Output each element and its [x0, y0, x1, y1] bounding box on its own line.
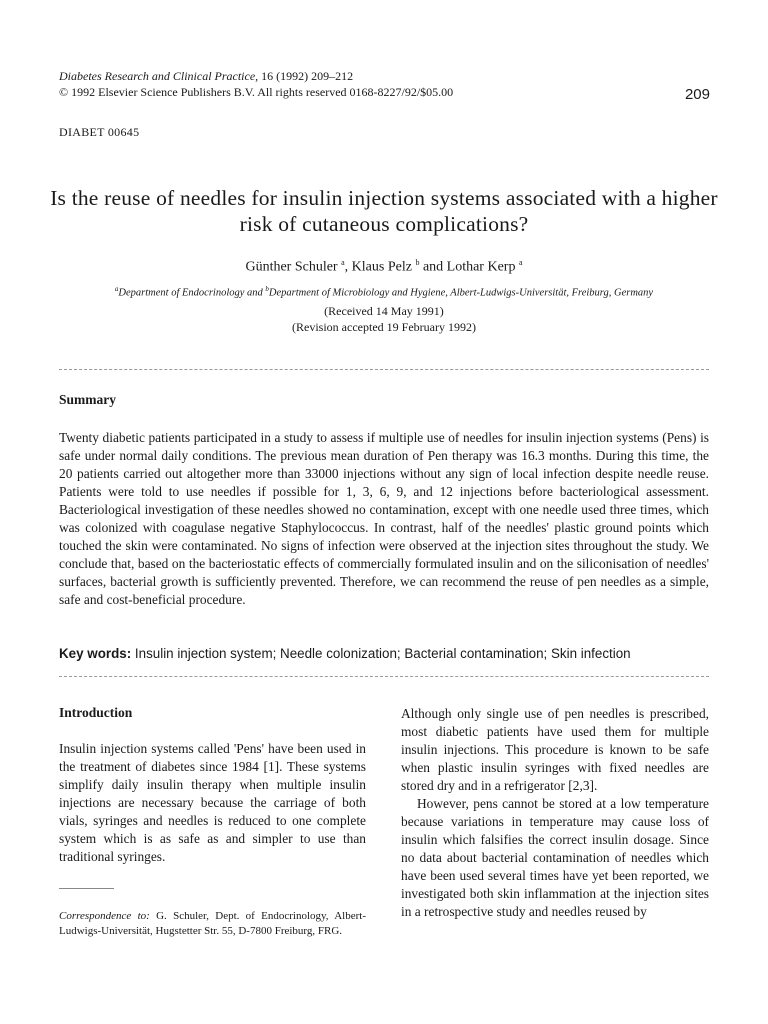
- page-number: 209: [684, 86, 710, 103]
- article-dates: [40, 303, 728, 335]
- author-name: Klaus Pelz: [351, 259, 412, 275]
- article-code: DIABET 00645: [59, 125, 140, 139]
- keywords: [59, 645, 709, 663]
- article-title: Is the reuse of needles for insulin injection systems associated with a higher risk of cutaneous complications?: [50, 186, 718, 236]
- author-affiliation-mark: a: [518, 258, 523, 267]
- footnote-rule: [59, 888, 114, 889]
- section-divider: [59, 676, 709, 677]
- introduction-heading: Introduction: [59, 705, 133, 720]
- keywords-text: Insulin injection system; Needle colonization; Bacterial contamination; Skin infection: [131, 646, 631, 661]
- journal-name: Diabetes Research and Clinical Practice,: [59, 69, 259, 83]
- affiliation-a: Department of Endocrinology: [118, 287, 245, 299]
- summary-text: Twenty diabetic patients participated in a study to assess if multiple use of needles for insulin injection systems (Pens) is safe under normal daily conditions. The previous mean duration of Pen therapy was 16.3 months. During this time, the 20 patients carried out altogether more than 33000 injections without any sign of local infection despite needle reuse. Patients were told to use needles if possible for 1, 3, 6, 9, and 12 injections before bacteriological assessment. Bacteriological investigation of these needles showed no contamination, except with one needle used three times, which was colonized with coagulase negative Staphylococcus. In contrast, half of the needles' plastic ground points which touched the skin were contaminated. No signs of infection were observed at the injection sites throughout the study. We conclude that, based on the bacteriostatic effects of commercially formulated insulin and on the siliconisation of needles' surfaces, bacterial growth is sufficiently prevented. Therefore, we can recommend the reuse of pen needles as a simple, safe and cost-beneficial procedure.: [59, 430, 709, 607]
- paragraph: However, pens cannot be stored at a low temperature because variations in temperature may cause loss of insulin which falsifies the correct insulin dosage. Since no data about bacterial contamination of needles which have been used several times have yet been reported, we investigated both skin inflammation at the injection sites in a retrospective study and needles reused by: [401, 796, 709, 919]
- affiliations: [40, 285, 728, 299]
- section-divider: [59, 369, 709, 370]
- affiliation-mark: b: [265, 285, 269, 293]
- received-date: (Received 14 May 1991): [324, 304, 444, 318]
- author-list: [40, 258, 728, 276]
- footnote-label: Correspondence to:: [59, 910, 150, 922]
- revision-date: (Revision accepted 19 February 1992): [292, 320, 476, 334]
- affiliation-b: Department of Microbiology and Hygiene, Albert-Ludwigs-Universität, Freiburg, Germany: [268, 287, 654, 299]
- author-separator: ,: [344, 259, 352, 275]
- keywords-label: Key words:: [59, 646, 132, 661]
- affiliation-joiner: and: [244, 287, 266, 299]
- affiliation-mark: a: [114, 285, 119, 293]
- paragraph: Although only single use of pen needles is prescribed, most diabetic patients have used them for multiple insulin injections. This procedure is known to be safe when plastic insulin syringes with fixed needles are stored dry and in a refrigerator [2,3].: [401, 706, 709, 793]
- correspondence-footnote: [59, 909, 366, 939]
- author-affiliation-mark: b: [415, 258, 420, 267]
- copyright-line: © 1992 Elsevier Science Publishers B.V. All rights reserved 0168-8227/92/$05.00: [59, 85, 454, 99]
- journal-reference: 16 (1992) 209–212: [261, 69, 354, 83]
- author-name: Lothar Kerp: [446, 259, 516, 275]
- right-column-text: [401, 705, 709, 921]
- author-affiliation-mark: a: [341, 258, 345, 267]
- introduction-text: Insulin injection systems called 'Pens' have been used in the treatment of diabetes since 1984 [1]. These systems simplify daily insulin therapy when multiple insulin injections are necessary because the carriage of both vials, syringes and needles is reduced to one complete system which is as safe as and simpler to use than traditional syringes.: [59, 741, 366, 864]
- summary-heading: Summary: [59, 392, 116, 407]
- footnote-text: G. Schuler, Dept. of Endocrinology, Albert-Ludwigs-Universität, Hugstetter Str. 55, D-7800 Freiburg, FRG.: [59, 910, 366, 937]
- author-separator: and: [419, 259, 447, 275]
- author-name: Günther Schuler: [245, 259, 338, 275]
- journal-citation: [59, 68, 453, 100]
